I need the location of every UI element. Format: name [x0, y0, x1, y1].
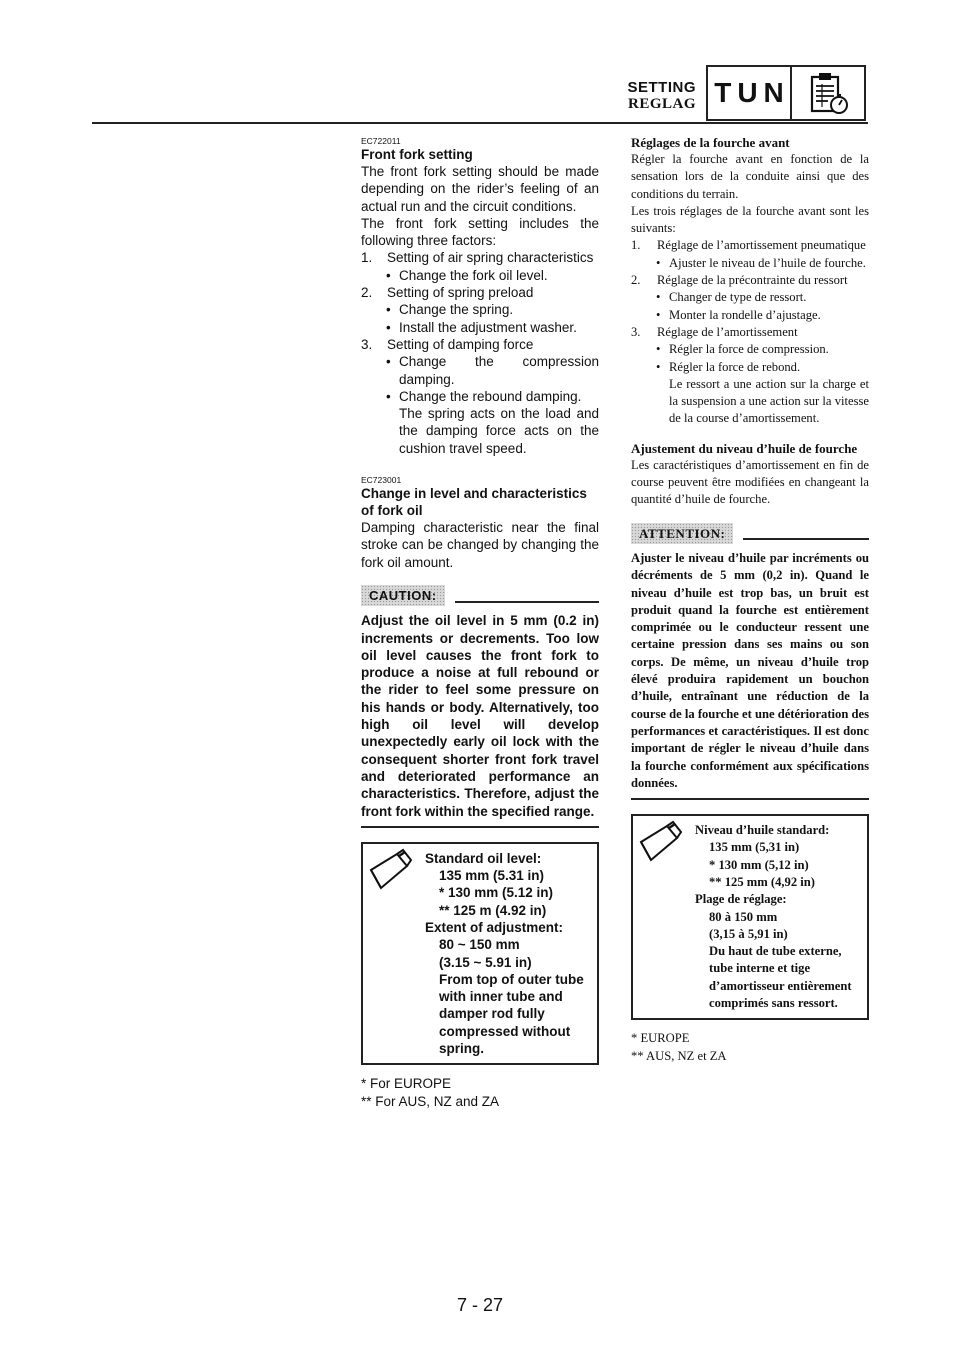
spec-box: [361, 842, 599, 1066]
list-number: 3.: [631, 324, 641, 339]
paragraph: Damping characteristic near the final stroke can be changed by changing the fork oil amount.: [361, 520, 599, 570]
bullet-item: [361, 353, 599, 388]
chapter-tab: [706, 65, 866, 121]
list-item: [361, 336, 599, 353]
spec-line: (3,15 à 5,91 in): [709, 926, 788, 941]
bullet-note: Le ressort a une action sur la charge et la suspension a une action sur la vitesse de la course d’amortissement.: [669, 376, 869, 426]
footnote: * EUROPE: [631, 1031, 690, 1046]
header-rule: [92, 122, 868, 124]
bullet-item: [631, 307, 869, 324]
list-number: 1.: [631, 238, 641, 253]
spec-line: 80 ~ 150 mm: [439, 937, 520, 953]
bullet-icon: •: [656, 307, 661, 322]
bullet-text: Régler la force de compression.: [669, 342, 829, 357]
list-number: 3.: [361, 336, 373, 352]
heading-fork-oil: Change in level and characteristics of fork oil: [361, 486, 587, 519]
ref-code: EC723001: [361, 475, 402, 486]
paragraph: Les trois réglages de la fourche avant sont les suivants:: [631, 203, 869, 236]
spec-icon-cell: [363, 844, 425, 1064]
paragraph: The front fork setting should be made depending on the rider’s feeling of an actual run and the circuit conditions.: [361, 164, 599, 214]
paragraph: Régler la fourche avant en fonction de la sensation lors de la conduite ainsi que des conditions du terrain.: [631, 152, 869, 201]
caution-block: [631, 523, 869, 800]
caution-text: Ajuster le niveau d’huile par incréments ou décréments de 5 mm (0,2 in). Quand le niveau d’huile est trop bas, un bruit est produit quand la fourche est entièrement comprimée ou le conducteur ressent une certaine pression dans ses mains ou son corps. De même, un niveau d’huile trop élevé produira rapidement un bouchon d’huile, entraînant une réduction de la course de la fourche et une détérioration des performances et caractéristiques. Il est donc important de régler le niveau d’huile dans la fourche conformément aux spécifications données.: [631, 550, 869, 790]
chapter-icon-cell: [792, 67, 864, 119]
spec-line: ** 125 m (4.92 in): [439, 902, 547, 918]
caution-text: Adjust the oil level in 5 mm (0.2 in) increments or decrements. Too low oil level causes the front fork to produce a noise at full rebound or the rider to feel some pressure on his hands or body. Alternatively, too high oil level will develop unexpectedly early oil lock with the consequent shorter front fork travel and deteriorated performance an characteristics. Therefore, adjust the front fork within the specified range.: [361, 613, 599, 819]
spec-line: (3.15 ~ 5.91 in): [439, 954, 532, 970]
spec-line: Extent of adjustment:: [425, 919, 564, 935]
caution-end-rule: [631, 798, 869, 800]
paragraph: The front fork setting includes the following three factors:: [361, 215, 599, 249]
bullet-text: Change the rebound damping.: [399, 388, 582, 404]
section-title-setting: SETTING: [627, 79, 696, 96]
caution-rule: [455, 601, 599, 603]
heading-front-fork-setting: Front fork setting: [361, 147, 473, 162]
heading-fork-oil-fr: Ajustement du niveau d’huile de fourche: [631, 440, 858, 456]
spec-line: 135 mm (5.31 in): [439, 868, 545, 884]
spec-line: Niveau d’huile standard:: [695, 823, 830, 838]
spec-line: * 130 mm (5.12 in): [439, 885, 554, 901]
spec-content: [425, 844, 597, 1064]
spec-line: * 130 mm (5,12 in): [709, 857, 809, 872]
footnote: ** AUS, NZ et ZA: [631, 1048, 727, 1063]
bullet-item: [631, 359, 869, 376]
list-text: Setting of air spring characteristics: [387, 250, 594, 266]
bullet-icon: •: [386, 388, 391, 404]
spec-line: ** 125 mm (4,92 in): [709, 874, 815, 889]
bullet-icon: •: [656, 359, 661, 374]
bullet-icon: •: [656, 290, 661, 305]
bullet-item: [631, 341, 869, 358]
list-text: Setting of spring preload: [387, 285, 534, 301]
caution-end-rule: [361, 826, 599, 828]
spec-content: [695, 816, 867, 1018]
spec-line: 80 à 150 mm: [709, 909, 778, 924]
bullet-item: [631, 289, 869, 306]
caution-label: ATTENTION:: [631, 523, 733, 544]
spec-line: From top of outer tube with inner tube and damper rod fully compressed without spring.: [439, 971, 584, 1057]
bullet-item: [361, 319, 599, 336]
caution-label: CAUTION:: [361, 585, 445, 606]
spec-line: Standard oil level:: [425, 850, 542, 866]
bullet-text: Monter la rondelle d’ajustage.: [669, 307, 821, 322]
list-item: [361, 249, 599, 266]
spec-line: Du haut de tube externe, tube interne et tige d’amortisseur entièrement comprimés sans ressort.: [709, 944, 852, 1011]
list-item: [361, 284, 599, 301]
chapter-code: TUN: [708, 67, 792, 119]
ref-code: EC722011: [361, 136, 401, 146]
bullet-text: Changer de type de ressort.: [669, 290, 807, 305]
bullet-icon: •: [386, 302, 391, 318]
bullet-icon: •: [386, 354, 391, 370]
english-column: [361, 134, 599, 1110]
bullet-note: The spring acts on the load and the damping force acts on the cushion travel speed.: [399, 406, 599, 456]
footnote: * For EUROPE: [361, 1076, 452, 1092]
bullet-text: Install the adjustment washer.: [399, 319, 577, 335]
spec-icon-cell: [633, 816, 695, 1018]
pencil-specification-icon: [367, 848, 413, 894]
section-title-reglag: REGLAG: [627, 96, 696, 112]
list-text: Réglage de l’amortissement pneumatique: [657, 238, 866, 253]
bullet-item: [361, 388, 599, 405]
french-column: [631, 134, 869, 1065]
bullet-item: [361, 301, 599, 318]
footnote: ** For AUS, NZ and ZA: [361, 1093, 500, 1109]
bullet-item: [631, 255, 869, 272]
list-text: Réglage de l’amortissement: [657, 324, 798, 339]
spec-box: [631, 814, 869, 1020]
bullet-item: [361, 267, 599, 284]
clipboard-stopwatch-icon: [804, 69, 852, 117]
bullet-icon: •: [656, 342, 661, 357]
list-text: Réglage de la précontrainte du ressort: [657, 273, 848, 288]
page-number: 7 - 27: [456, 1295, 504, 1315]
heading-front-fork-setting-fr: Réglages de la fourche avant: [631, 135, 790, 150]
list-number: 1.: [361, 250, 373, 266]
list-number: 2.: [631, 273, 641, 288]
caution-header: [361, 585, 599, 606]
caution-block: [361, 585, 599, 828]
list-item: [631, 272, 869, 289]
bullet-text: Régler la force de rebond.: [669, 359, 801, 374]
bullet-text: Change the fork oil level.: [399, 267, 548, 283]
caution-rule: [743, 538, 869, 540]
list-item: [631, 324, 869, 341]
pencil-specification-icon: [637, 820, 683, 866]
caution-header: [631, 523, 869, 544]
spec-line: Plage de réglage:: [695, 892, 787, 907]
bullet-icon: •: [386, 319, 391, 335]
spec-line: 135 mm (5,31 in): [709, 840, 800, 855]
bullet-icon: •: [386, 267, 391, 283]
paragraph: Les caractéristiques d’amortissement en fin de course peuvent être modifiées en changeant la quantité d’huile de fourche.: [631, 457, 869, 507]
list-number: 2.: [361, 285, 373, 301]
bullet-text: Change the spring.: [399, 302, 514, 318]
bullet-text: Ajuster le niveau de l’huile de fourche.: [669, 255, 866, 270]
list-text: Setting of damping force: [387, 336, 534, 352]
bullet-icon: •: [656, 255, 661, 270]
list-item: [631, 237, 869, 254]
bullet-text: Change the compression damping.: [399, 354, 599, 387]
